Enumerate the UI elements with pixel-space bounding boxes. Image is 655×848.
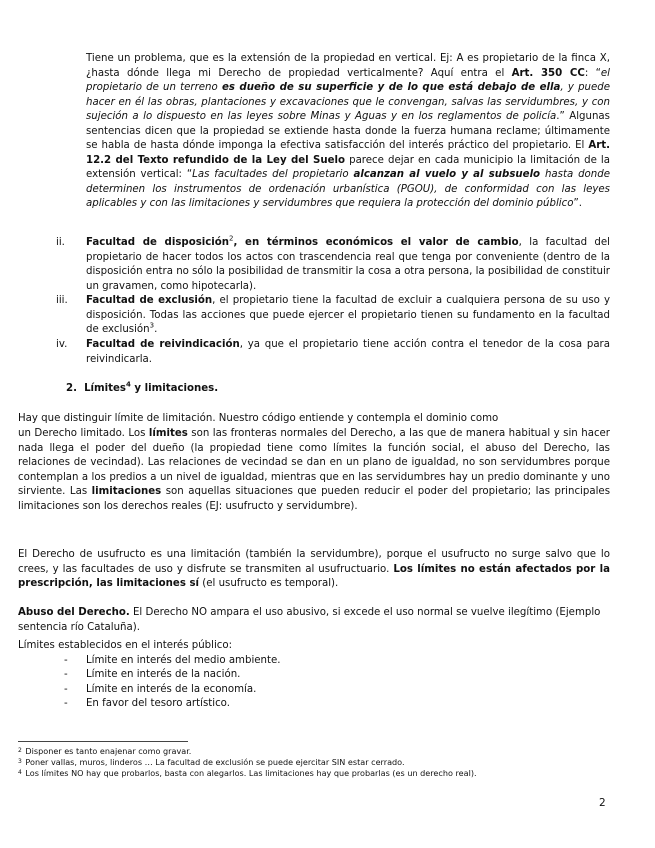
section-heading xyxy=(66,382,366,397)
limits-paragraph xyxy=(18,427,610,514)
heading-text: Límites xyxy=(84,383,126,394)
vertical-extension-paragraph xyxy=(86,52,610,212)
item-number: ii. xyxy=(56,237,65,248)
bold-term: Abuso del Derecho. xyxy=(18,607,130,618)
list-item-reivindicacion xyxy=(86,338,610,367)
heading-number: 2. xyxy=(66,383,77,394)
footnote-text: Poner vallas, muros, linderos … La facultad de exclusión se puede ejercitar SIN estar cerrado. xyxy=(22,757,405,767)
page-number: 2 xyxy=(599,797,606,809)
bullet-mark: - xyxy=(64,669,68,680)
bullet-mark: - xyxy=(64,698,68,709)
text-span: ”. xyxy=(573,198,582,209)
list-item: Límite en interés del medio ambiente. xyxy=(86,655,281,666)
quote-emphasis: alcanzan al vuelo y al subsuelo xyxy=(353,169,541,180)
item-text: , la facultad del propietario de hacer todos los actos con trascendencia real que tenga por conveniente (dentro de la disposición entra no sólo la posibilidad de transmitir la cosa a otra persona, la posibilidad de constituir un gravamen, como hipotecarla). xyxy=(86,237,610,292)
text-span: un Derecho limitado. Los xyxy=(18,428,149,439)
limits-first-line: Hay que distinguir límite de limitación. Nuestro código entiende y contempla el dominio como xyxy=(18,413,499,424)
text-span: El Derecho NO ampara el uso abusivo, si excede el uso normal se vuelve ilegítimo (Ejemplo sentencia río Cataluña). xyxy=(18,607,601,633)
list-item-disposicion xyxy=(86,236,610,294)
text-span: El Derecho de usufructo es una limitación (también la servidumbre), porque el usufructo no surge salvo que lo crees, y las facultades de uso y disfrute se transmiten al usufructuario. xyxy=(18,549,610,575)
text-span: parece dejar en cada municipio la limitación de la extensión vertical: “ xyxy=(86,154,611,180)
footnote xyxy=(18,768,618,779)
bold-term: Los límites no están afectados por la prescripción, las limitaciones sí xyxy=(18,563,610,589)
text-span: son aquellas situaciones que pueden reducir el poder del propietario; las principales limitaciones son los derechos reales (EJ: usufructo y servidumbre). xyxy=(18,486,610,512)
bullet-mark: - xyxy=(64,684,68,695)
bullet-mark: - xyxy=(64,655,68,666)
bold-term: limitaciones xyxy=(91,486,162,497)
footnote xyxy=(18,757,618,768)
quote-span: el propietario de un terreno xyxy=(86,67,610,93)
quote-span: hasta donde determinen los instrumentos de ordenación urbanística (PGOU), de conformidad con las leyes aplicables y con las limitaciones y servidumbres que requiera la protección del dominio público xyxy=(86,169,610,209)
heading-text: y limitaciones. xyxy=(130,383,219,394)
list-item: Límite en interés de la economía. xyxy=(86,684,257,695)
public-interest-intro: Límites establecidos en el interés público: xyxy=(18,640,233,651)
text-span: .” Algunas sentencias dicen que la propiedad se extiende hasta donde la fuerza humana reclame; últimamente se habla de hasta dónde imponga la efectiva satisfacción del interés práctico del propietario. El xyxy=(86,111,610,151)
quote-span: Las facultades del propietario xyxy=(192,169,354,180)
list-item-exclusion xyxy=(86,294,610,338)
item-text: . xyxy=(154,324,158,335)
list-item: Límite en interés de la nación. xyxy=(86,669,241,680)
footnote-number: 4 xyxy=(18,769,22,776)
item-title: Facultad de reivindicación xyxy=(86,339,240,350)
text-span: Tiene un problema, que es la extensión de la propiedad en vertical. Ej: A es propietario de la finca X, ¿hasta dónde llega mi Derecho de propiedad verticalmente? Aquí entra el xyxy=(86,53,610,79)
footnote-ref: 4 xyxy=(126,380,131,389)
footnote-separator xyxy=(18,741,188,742)
item-number: iii. xyxy=(56,295,68,306)
abuse-paragraph xyxy=(18,606,610,635)
footnote xyxy=(18,746,618,757)
footnote-text: Disponer es tanto enajenar como gravar. xyxy=(22,746,192,756)
text-span: : “ xyxy=(584,67,601,79)
quote-emphasis: es dueño de su superficie y de lo que está debajo de ella xyxy=(221,82,561,93)
footnote-ref: 3 xyxy=(149,321,155,330)
item-title: , en términos económicos el valor de cambio xyxy=(233,237,519,248)
list-item: En favor del tesoro artístico. xyxy=(86,698,230,709)
article-reference: Art. 12.2 del Texto refundido de la Ley del Suelo xyxy=(86,140,610,166)
item-number: iv. xyxy=(56,339,68,350)
item-text: , el propietario tiene la facultad de excluir a cualquiera persona de su uso y disposición. Todas las acciones que puede ejercer el propietario tienen su fundamento en la facultad de exclusión xyxy=(86,295,610,335)
quote-span: , y puede hacer en él las obras, plantaciones y excavaciones que le convengan, salvas las servidumbres, y con sujeción a lo dispuesto en las leyes sobre Minas y Aguas y en los reglamentos de policía xyxy=(86,82,610,122)
usufruct-paragraph xyxy=(18,548,610,592)
article-reference: Art. 350 CC xyxy=(511,67,585,79)
item-title: Facultad de disposición xyxy=(86,237,230,248)
footnote-text: Los límites NO hay que probarlos, basta con alegarlos. Las limitaciones hay que probarlas (es un derecho real). xyxy=(22,768,477,778)
footnote-number: 2 xyxy=(18,747,22,754)
text-span: son las fronteras normales del Derecho, a las que de manera habitual y sin hacer nada llega el poder del dueño (la propiedad tiene como límites la función social, el abuso del Derecho, las relaciones de vecindad). Las relaciones de vecindad se dan en un plano de igualdad, no son servidumbres porque contemplan a los predios a un nivel de igualdad, mientras que en las servidumbres hay un predio dominante y uno sirviente. Las xyxy=(18,428,610,497)
footnote-ref: 2 xyxy=(229,234,234,243)
item-title: Facultad de exclusión xyxy=(86,295,213,306)
item-text: , ya que el propietario tiene acción contra el tenedor de la cosa para reivindicarla. xyxy=(86,339,610,365)
text-span: (el usufructo es temporal). xyxy=(199,578,339,589)
bold-term: límites xyxy=(148,428,188,439)
footnote-number: 3 xyxy=(18,758,22,765)
